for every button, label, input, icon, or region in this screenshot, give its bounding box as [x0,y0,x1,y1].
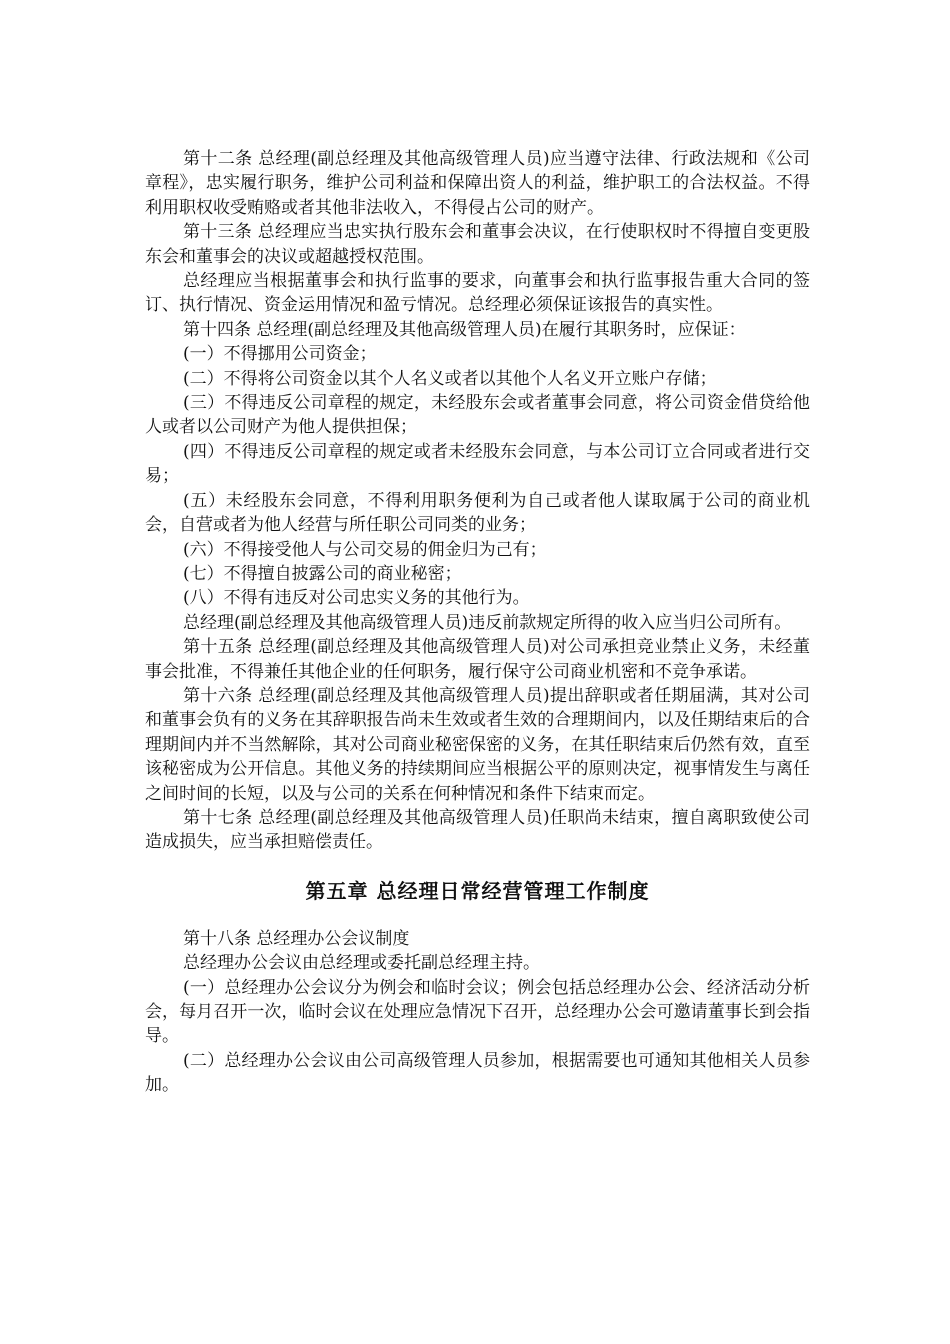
article-18-item-2: (二）总经理办公会议由公司高级管理人员参加，根据需要也可通知其他相关人员参加。 [145,1050,810,1096]
article-13-paragraph-2: 总经理应当根据董事会和执行监事的要求，向董事会和执行监事报告重大合同的签订、执行情况、资金运用情况和盈亏情况。总经理必须保证该报告的真实性。 [145,271,810,316]
article-16: 第十六条 总经理(副总经理及其他高级管理人员)提出辞职或者任期届满，其对公司和董事会负有的义务在其辞职报告尚未生效或者生效的合理期间内，以及任期结束后的合理期间内并不当然解除，其对公司商业秘密保密的义务，在其任职结束后仍然有效，直至该秘密成为公开信息。其他义务的持续期间应当根据公平的原则决定，视事情发生与离任之间时间的长短，以及与公司的关系在何种情况和条件下结束而定。 [145,685,810,804]
article-14-closing: 总经理(副总经理及其他高级管理人员)违反前款规定所得的收入应当归公司所有。 [183,612,792,633]
article-12: 第十二条 总经理(副总经理及其他高级管理人员)应当遵守法律、行政法规和《公司章程》，忠实履行职务，维护公司利益和保障出资人的利益，维护职工的合法权益。不得利用职权收受贿赂或者其他非法收入，不得侵占公司的财产。 [145,149,810,218]
article-18-paragraph-2: 总经理办公会议由总经理或委托副总经理主持。 [183,953,540,974]
article-13: 第十三条 总经理应当忠实执行股东会和董事会决议，在行使职权时不得擅自变更股东会和董事会的决议或超越授权范围。 [145,222,810,267]
article-14-item-7: (七）不得擅自披露公司的商业秘密； [183,563,462,584]
article-14-item-8: (八）不得有违反对公司忠实义务的其他行为。 [183,588,530,609]
article-18-item-1: (一）总经理办公会议分为例会和临时会议；例会包括总经理办公会、经济活动分析会，每月召开一次，临时会议在处理应急情况下召开，总经理办公会可邀请董事长到会指导。 [145,977,810,1047]
article-17: 第十七条 总经理(副总经理及其他高级管理人员)任职尚未结束，擅自离职致使公司造成损失，应当承担赔偿责任。 [145,807,810,853]
article-14: 第十四条 总经理(副总经理及其他高级管理人员)在履行其职务时，应保证： [183,319,746,340]
article-14-item-4: (四）不得违反公司章程的规定或者未经股东会同意，与本公司订立合同或者进行交易； [145,441,810,487]
article-14-item-6: (六）不得接受他人与公司交易的佣金归为己有； [183,539,547,560]
chapter-title: 第五章 总经理日常经营管理工作制度 [305,878,650,903]
article-14-item-5: (五）未经股东会同意，不得利用职务便利为自己或者他人谋取属于公司的商业机会，自营或者为他人经营与所任职公司同类的业务； [145,490,810,536]
document-body [145,147,810,1098]
article-14-item-1: (一）不得挪用公司资金； [183,344,377,365]
article-18: 第十八条 总经理办公会议制度 [183,928,410,949]
article-14-item-3: (三）不得违反公司章程的规定，未经股东会或者董事会同意，将公司资金借贷给他人或者以公司财产为他人提供担保； [145,393,810,438]
article-14-item-2: (二）不得将公司资金以其个人名义或者以其他个人名义开立账户存储； [183,368,717,389]
article-15: 第十五条 总经理(副总经理及其他高级管理人员)对公司承担竞业禁止义务，未经董事会批准，不得兼任其他企业的任何职务，履行保守公司商业机密和不竞争承诺。 [145,637,810,682]
